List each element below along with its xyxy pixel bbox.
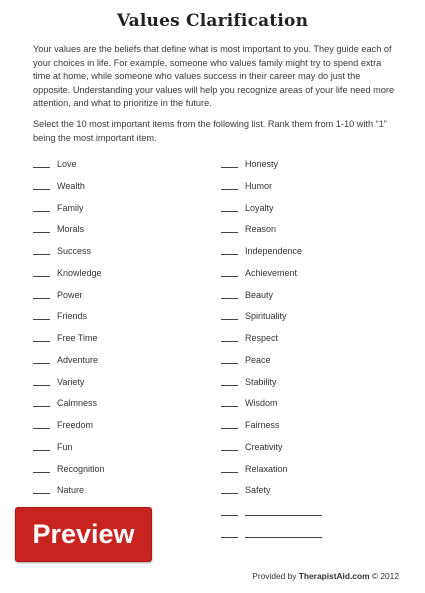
rank-blank[interactable] (33, 298, 50, 299)
rank-blank[interactable] (221, 472, 238, 473)
value-label: Variety (57, 376, 85, 387)
rank-blank[interactable] (221, 363, 238, 364)
value-label: Relaxation (245, 463, 288, 474)
rank-blank[interactable] (33, 341, 50, 342)
rank-blank[interactable] (221, 319, 238, 320)
instructions-paragraph: Select the 10 most important items from the following list. Rank them from 1-10 with “1” being the most important item. (33, 119, 387, 143)
rank-blank[interactable] (221, 254, 238, 255)
rank-blank[interactable] (33, 493, 50, 494)
value-label: Power (57, 289, 83, 300)
value-label: Love (57, 159, 77, 169)
footer-brand: TherapistAid.com (298, 571, 370, 581)
value-label: Loyalty (245, 202, 274, 213)
rank-blank[interactable] (221, 493, 238, 494)
rank-blank[interactable] (221, 167, 238, 168)
value-label: Calmness (57, 398, 98, 409)
value-label: Adventure (57, 354, 99, 365)
rank-blank[interactable] (33, 276, 50, 277)
rank-blank[interactable] (33, 232, 50, 233)
value-label: Beauty (245, 289, 274, 300)
rank-blank[interactable] (33, 254, 50, 255)
value-label: Honesty (245, 159, 279, 169)
value-label: Wealth (57, 180, 85, 191)
rank-blank[interactable] (221, 298, 238, 299)
value-label: Achievement (245, 267, 298, 278)
rank-blank[interactable] (33, 428, 50, 429)
value-label: Knowledge (57, 267, 102, 278)
rank-blank[interactable] (33, 450, 50, 451)
value-label: Creativity (245, 441, 283, 452)
rank-blank[interactable] (33, 211, 50, 212)
value-label: Friends (57, 311, 88, 322)
rank-blank[interactable] (33, 406, 50, 407)
value-label: Fun (57, 441, 73, 452)
value-label: Humor (245, 180, 273, 191)
rank-blank[interactable] (221, 211, 238, 212)
value-label: Freedom (57, 420, 94, 430)
value-label: Wisdom (245, 398, 278, 409)
value-label: Independence (245, 246, 303, 256)
rank-blank[interactable] (33, 319, 50, 320)
value-label: Spirituality (245, 311, 287, 322)
rank-blank[interactable] (221, 385, 238, 386)
footer-prefix: Provided by (252, 571, 299, 581)
value-label: Success (57, 246, 92, 256)
value-label: Respect (245, 333, 279, 343)
custom-value-line[interactable] (245, 515, 322, 516)
rank-blank[interactable] (221, 537, 238, 538)
footer-suffix: © 2012 (369, 571, 399, 581)
rank-blank[interactable] (33, 472, 50, 473)
preview-button[interactable]: Preview (15, 507, 152, 562)
value-label: Free Time (57, 333, 98, 343)
value-label: Nature (57, 485, 85, 496)
rank-blank[interactable] (221, 341, 238, 342)
rank-blank[interactable] (221, 406, 238, 407)
rank-blank[interactable] (33, 363, 50, 364)
rank-blank[interactable] (221, 276, 238, 277)
rank-blank[interactable] (33, 189, 50, 190)
rank-blank[interactable] (221, 428, 238, 429)
custom-value-line[interactable] (245, 537, 322, 538)
rank-blank[interactable] (221, 189, 238, 190)
rank-blank[interactable] (33, 167, 50, 168)
value-label: Stability (245, 376, 277, 387)
rank-blank[interactable] (221, 450, 238, 451)
value-label: Recognition (57, 463, 105, 474)
rank-blank[interactable] (33, 385, 50, 386)
intro-paragraph: Your values are the beliefs that define what is most important to you. They guide each of your choices in life. For example, someone who values family might try to spend extra time at home, while someone who values success in their career may do just the opposite. Understanding your values will help you recognize areas of your life need more attention, and what to prioritize in the future. (33, 44, 395, 109)
value-label: Morals (57, 224, 85, 235)
footer-credit (252, 571, 399, 581)
rank-blank[interactable] (221, 232, 238, 233)
value-label: Reason (245, 224, 277, 235)
value-label: Peace (245, 354, 271, 365)
page-title: Values Clarification (116, 11, 309, 31)
value-label: Fairness (245, 420, 280, 430)
value-label: Safety (245, 485, 271, 496)
rank-blank[interactable] (221, 515, 238, 516)
value-label: Family (57, 202, 84, 213)
